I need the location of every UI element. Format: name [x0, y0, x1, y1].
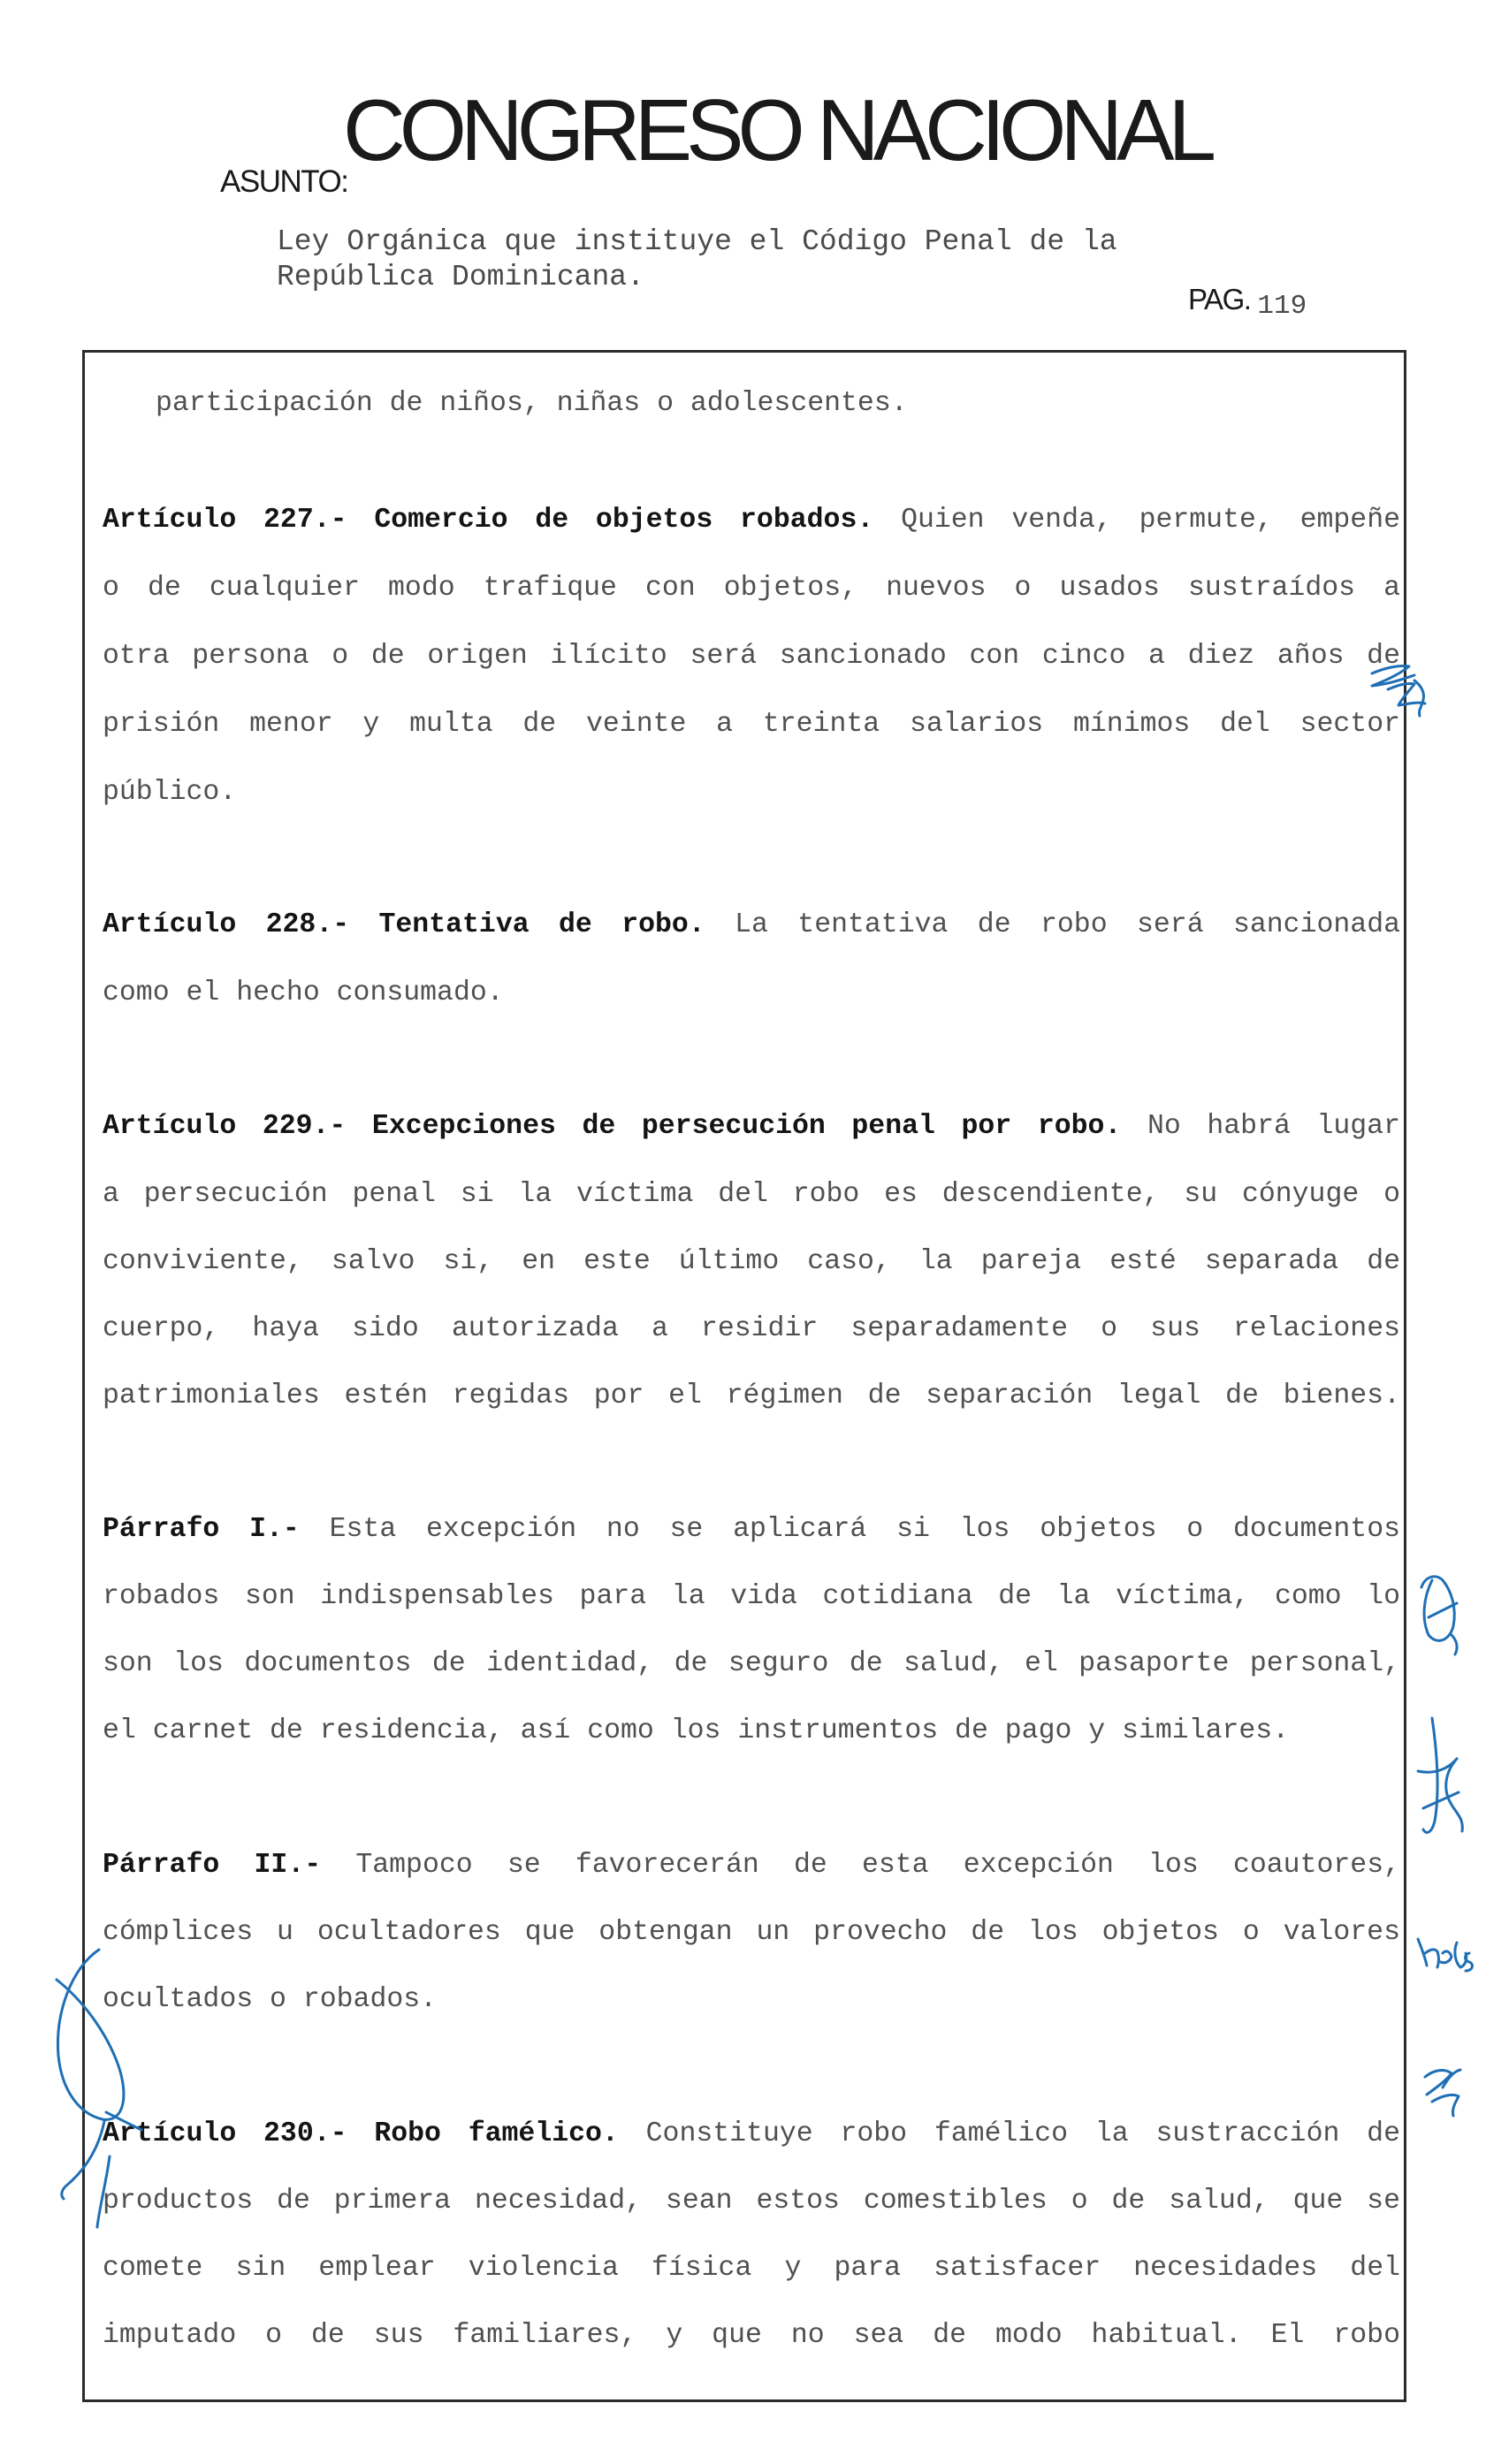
article-229-line-3: conviviente, salvo si, en este último caso, la pareja esté separada de [103, 1246, 1400, 1277]
subject-line-2: República Dominicana. [277, 261, 644, 293]
initials-mark-4 [1418, 1939, 1472, 1971]
article-229-line-5: patrimoniales estén regidas por el régimen de separación legal de bienes. [103, 1380, 1400, 1411]
page-label: PAG. [1188, 283, 1251, 316]
article-227-line-2: o de cualquier modo trafique con objetos, nuevos o usados sustraídos a [103, 573, 1400, 604]
paragraph-1-line-1: Párrafo I.- Esta excepción no se aplicará si los objetos o documentos [103, 1514, 1401, 1545]
paragraph-1-heading: Párrafo I.- [103, 1514, 300, 1545]
article-230-line-4: imputado o de sus familiares, y que no sea de modo habitual. El robo [103, 2320, 1400, 2351]
initials-mark-2 [1421, 1577, 1457, 1654]
article-230-line-3: comete sin emplear violencia física y para satisfacer necesidades del [103, 2253, 1400, 2284]
article-230-line-2: productos de primera necesidad, sean estos comestibles o de salud, que se [103, 2186, 1400, 2217]
congress-title: CONGRESO NACIONAL [343, 81, 1210, 179]
paragraph-2-line-3: ocultados o robados. [103, 1984, 438, 2015]
asunto-label: ASUNTO: [220, 164, 348, 199]
article-227-heading: Artículo 227.- Comercio de objetos robados. [103, 505, 874, 536]
article-230-line-1: Artículo 230.- Robo famélico. Constituye robo famélico la sustracción de [103, 2118, 1400, 2149]
subject-text [277, 224, 1249, 295]
initials-mark-3 [1418, 1718, 1462, 1832]
paragraph-1-line-4: el carnet de residencia, así como los instrumentos de pago y similares. [103, 1715, 1290, 1746]
article-228-heading: Artículo 228.- Tentativa de robo. [103, 909, 705, 940]
paragraph-1-line-2: robados son indispensables para la vida cotidiana de la víctima, como lo [103, 1581, 1400, 1612]
paragraph-2-line-2: cómplices u ocultadores que obtengan un provecho de los objetos o valores [103, 1917, 1400, 1948]
article-227-line-1: Artículo 227.- Comercio de objetos robados. Quien venda, permute, empeñe [103, 505, 1400, 536]
paragraph-2-line-1: Párrafo II.- Tampoco se favorecerán de esta excepción los coautores, [103, 1850, 1401, 1881]
article-227-line-5: público. [103, 777, 237, 808]
article-229-line-1: Artículo 229.- Excepciones de persecución penal por robo. No habrá lugar [103, 1111, 1400, 1142]
paragraph-2-heading: Párrafo II.- [103, 1850, 322, 1881]
paragraph-1-line-3: son los documentos de identidad, de seguro de salud, el pasaporte personal, [103, 1648, 1400, 1679]
article-227-line-4: prisión menor y multa de veinte a treinta salarios mínimos del sector [103, 709, 1400, 740]
article-228-line-1: Artículo 228.- Tentativa de robo. La tentativa de robo será sancionada [103, 909, 1401, 940]
page-indicator [1188, 283, 1307, 322]
article-229-heading: Artículo 229.- Excepciones de persecución penal por robo. [103, 1111, 1122, 1142]
article-229-line-2: a persecución penal si la víctima del robo es descendiente, su cónyuge o [103, 1179, 1400, 1210]
article-229-line-4: cuerpo, haya sido autorizada a residir separadamente o sus relaciones [103, 1313, 1400, 1344]
subject-line-1: Ley Orgánica que instituye el Código Penal de la [277, 225, 1117, 258]
article-230-heading: Artículo 230.- Robo famélico. [103, 2118, 619, 2149]
initials-mark-5 [1425, 2070, 1460, 2116]
article-228-line-2: como el hecho consumado. [103, 977, 504, 1008]
page-number: 119 [1257, 291, 1307, 322]
article-227-line-3: otra persona o de origen ilícito será sancionado con cinco a diez años de [103, 641, 1400, 672]
intro-line: participación de niños, niñas o adolescentes. [156, 388, 908, 419]
